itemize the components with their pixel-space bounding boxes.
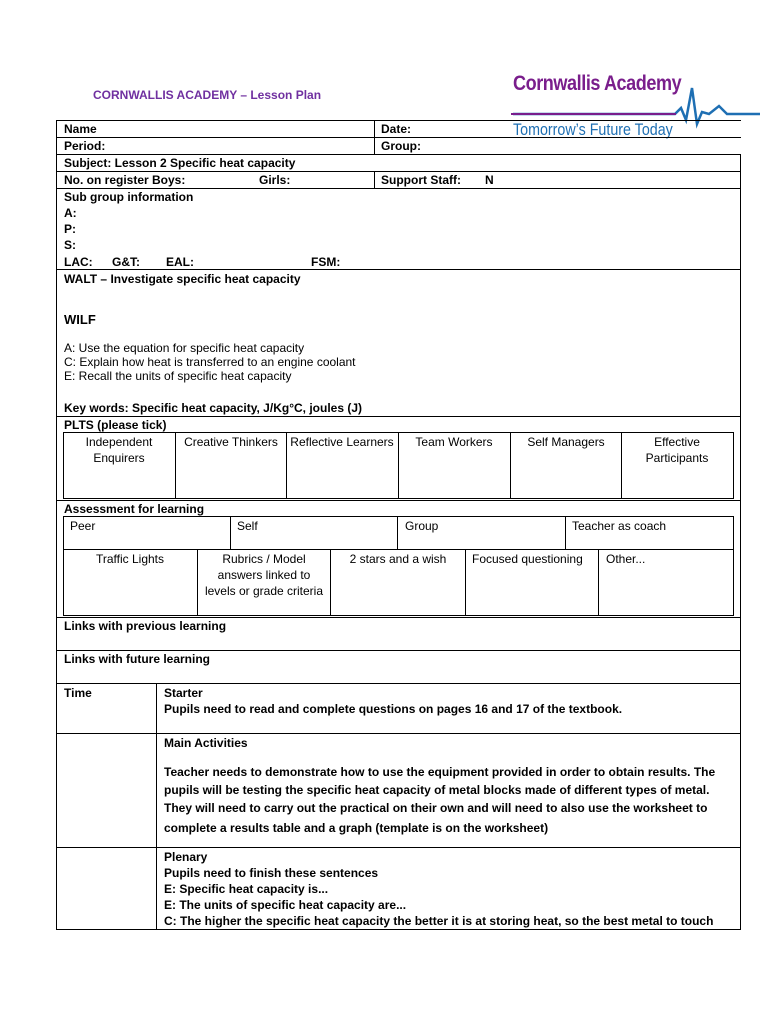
plts-team-workers[interactable]: Team Workers [415, 435, 493, 449]
plts-self-managers[interactable]: Self Managers [527, 435, 605, 449]
grid-line [621, 432, 622, 499]
row-divider [374, 171, 375, 189]
main-activities-line: pupils will be testing the specific heat capacity of metal blocks made of different types of metal. [164, 783, 710, 797]
register-label: No. on register Boys: [64, 173, 186, 187]
grid-line [398, 432, 399, 499]
wilf-heading: WILF [64, 312, 96, 327]
links-future-label: Links with future learning [64, 652, 211, 666]
grid-line [56, 733, 741, 734]
plts-effective-participants[interactable]: Effective Participants [645, 435, 709, 465]
afl-other[interactable]: Other... [606, 552, 646, 566]
afl-traffic-lights[interactable]: Traffic Lights [95, 552, 165, 566]
eal-label: EAL: [166, 255, 194, 269]
subgroup-line-s: S: [64, 238, 76, 252]
starter-text: Pupils need to read and complete questions on pages 16 and 17 of the textbook. [164, 702, 623, 716]
afl-teacher-as-coach[interactable]: Teacher as coach [572, 519, 667, 533]
subgroup-line-p: P: [64, 222, 76, 236]
plenary-line: C: The higher the specific heat capacity the better it is at storing heat, so the best metal to touch [164, 914, 714, 928]
grid-line [465, 549, 466, 616]
wilf-item-e: E: Recall the units of specific heat capacity [64, 369, 292, 383]
plenary-heading: Plenary [164, 850, 208, 864]
plts-reflective-learners[interactable]: Reflective Learners [290, 435, 394, 449]
plts-heading: PLTS (please tick) [64, 418, 167, 432]
grid-line [175, 432, 176, 499]
document-title: CORNWALLIS ACADEMY – Lesson Plan [93, 88, 322, 102]
support-staff-label: Support Staff: [381, 173, 461, 187]
wilf-item-a: A: Use the equation for specific heat capacity [64, 341, 305, 355]
gt-label: G&T: [112, 255, 140, 269]
grid-line [230, 516, 231, 550]
date-label: Date: [381, 122, 412, 136]
grid-line [598, 549, 599, 616]
grid-line [197, 549, 198, 616]
main-activities-line: They will need to carry out the practical on their own and will need to also use the worksheet to [164, 801, 708, 815]
afl-group[interactable]: Group [405, 519, 439, 533]
starter-heading: Starter [164, 686, 203, 700]
grid-line [56, 847, 741, 848]
keywords-text: Key words: Specific heat capacity, J/Kg°C, joules (J) [64, 401, 362, 415]
subject-text: Subject: Lesson 2 Specific heat capacity [64, 156, 296, 170]
links-previous-label: Links with previous learning [64, 619, 227, 633]
group-label: Group: [381, 139, 421, 153]
plts-independent-enquirers[interactable]: Independent Enquirers [85, 435, 153, 465]
plenary-line: Pupils need to finish these sentences [164, 866, 379, 880]
girls-label: Girls: [259, 173, 291, 187]
grid-line [63, 549, 734, 550]
afl-heading: Assessment for learning [64, 502, 205, 516]
grid-line [156, 683, 157, 930]
fsm-label: FSM: [311, 255, 341, 269]
name-label: Name [64, 122, 97, 136]
subgroup-line-a: A: [64, 206, 77, 220]
afl-peer[interactable]: Peer [70, 519, 96, 533]
plenary-line: E: The units of specific heat capacity are... [164, 898, 407, 912]
wilf-item-c: C: Explain how heat is transferred to an engine coolant [64, 355, 356, 369]
grid-line [286, 432, 287, 499]
subgroup-heading: Sub group information [64, 190, 194, 204]
walt-text: WALT – Investigate specific heat capacity [64, 272, 301, 286]
plenary-line: E: Specific heat capacity is... [164, 882, 329, 896]
lac-label: LAC: [64, 255, 93, 269]
support-staff-value: N [485, 173, 494, 187]
afl-rubrics[interactable]: Rubrics / Model answers linked to levels or grade criteria [204, 552, 324, 598]
main-activities-line: Teacher needs to demonstrate how to use the equipment provided in order to obtain results. The [164, 765, 716, 779]
main-activities-line: complete a results table and a graph (template is on the worksheet) [164, 821, 549, 835]
afl-self[interactable]: Self [237, 519, 258, 533]
grid-line [397, 516, 398, 550]
grid-line [510, 432, 511, 499]
logo-name: Cornwallis Academy [513, 72, 682, 95]
grid-line [330, 549, 331, 616]
afl-focused-questioning[interactable]: Focused questioning [472, 552, 583, 566]
grid-line [565, 516, 566, 550]
main-activities-heading: Main Activities [164, 736, 248, 750]
period-label: Period: [64, 139, 106, 153]
time-label: Time [64, 686, 92, 700]
afl-two-stars-wish[interactable]: 2 stars and a wish [349, 552, 447, 566]
plts-creative-thinkers[interactable]: Creative Thinkers [184, 435, 278, 449]
logo-tagline: Tomorrow’s Future Today [513, 120, 673, 139]
